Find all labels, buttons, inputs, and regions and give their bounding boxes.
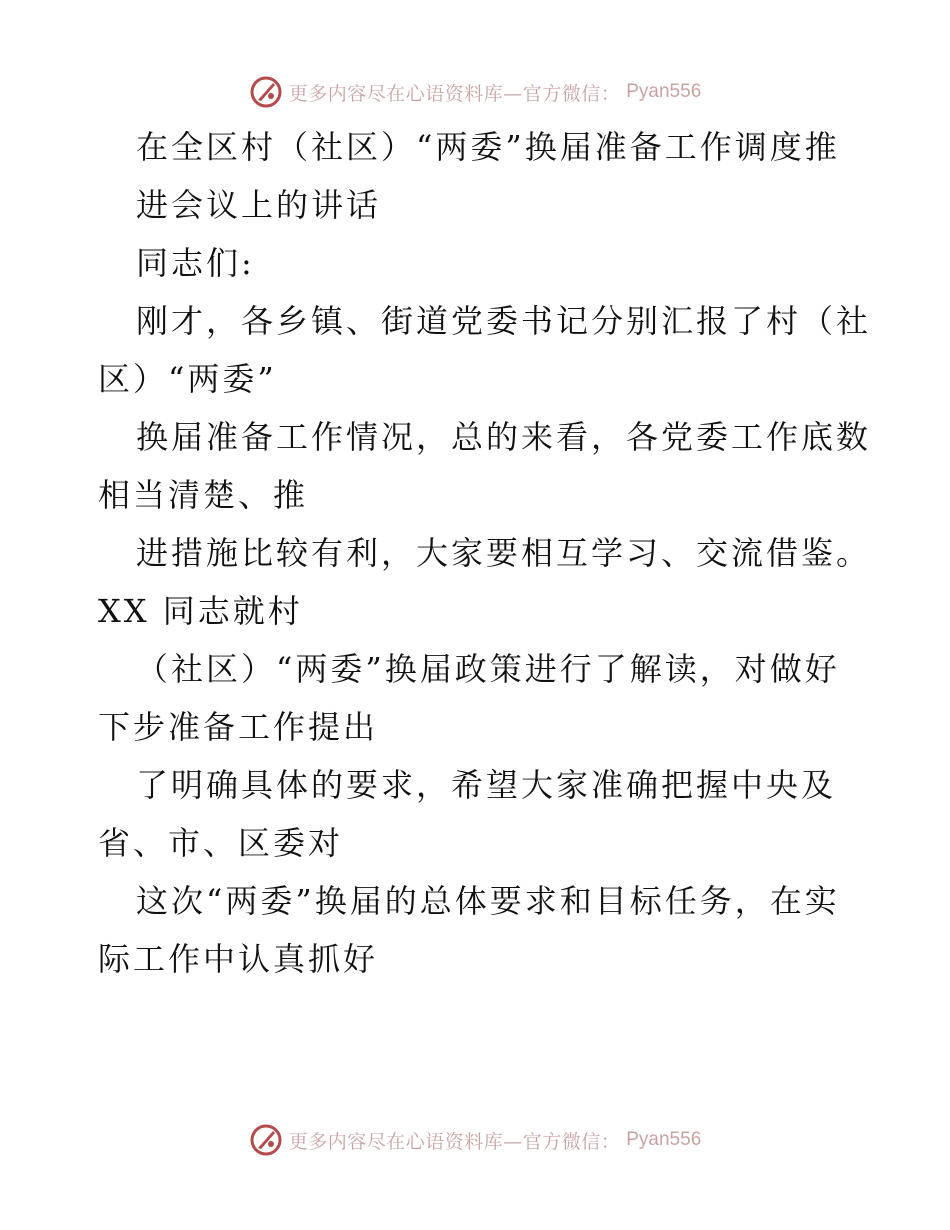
body-line: 相当清楚、推 [98, 476, 309, 514]
title-line-2: 进会议上的讲话 [136, 186, 382, 224]
body-line: 下步准备工作提出 [98, 708, 379, 746]
document-body [98, 118, 872, 988]
body-line: 这次“两委”换届的总体要求和目标任务，在实 [136, 882, 840, 920]
quill-logo-icon [249, 75, 283, 109]
body-line: （社区）“两委”换届政策进行了解读，对做好 [136, 650, 840, 688]
watermark-id: Pyan556 [626, 81, 702, 102]
body-line: 省、市、区委对 [98, 824, 344, 862]
watermark-footer [0, 1120, 950, 1160]
body-line: 刚才，各乡镇、街道党委书记分别汇报了村（社 [136, 302, 872, 340]
body-line: 换届准备工作情况，总的来看，各党委工作底数 [136, 418, 872, 456]
body-line: 区）“两委” [98, 360, 277, 398]
quill-logo-icon [249, 1123, 283, 1157]
watermark-header [0, 72, 950, 112]
body-line: 了明确具体的要求，希望大家准确把握中央及 [136, 766, 837, 804]
watermark-text: 更多内容尽在心语资料库—官方微信： [288, 1130, 621, 1153]
watermark-text: 更多内容尽在心语资料库—官方微信： [288, 82, 621, 105]
body-line: 际工作中认真抓好 [98, 940, 379, 978]
title-line-1: 在全区村（社区）“两委”换届准备工作调度推 [136, 128, 840, 166]
salutation: 同志们: [136, 244, 255, 282]
body-line: 进措施比较有利，大家要相互学习、交流借鉴。 [136, 534, 872, 572]
watermark-id: Pyan556 [626, 1129, 702, 1150]
body-line: XX 同志就村 [98, 592, 303, 630]
